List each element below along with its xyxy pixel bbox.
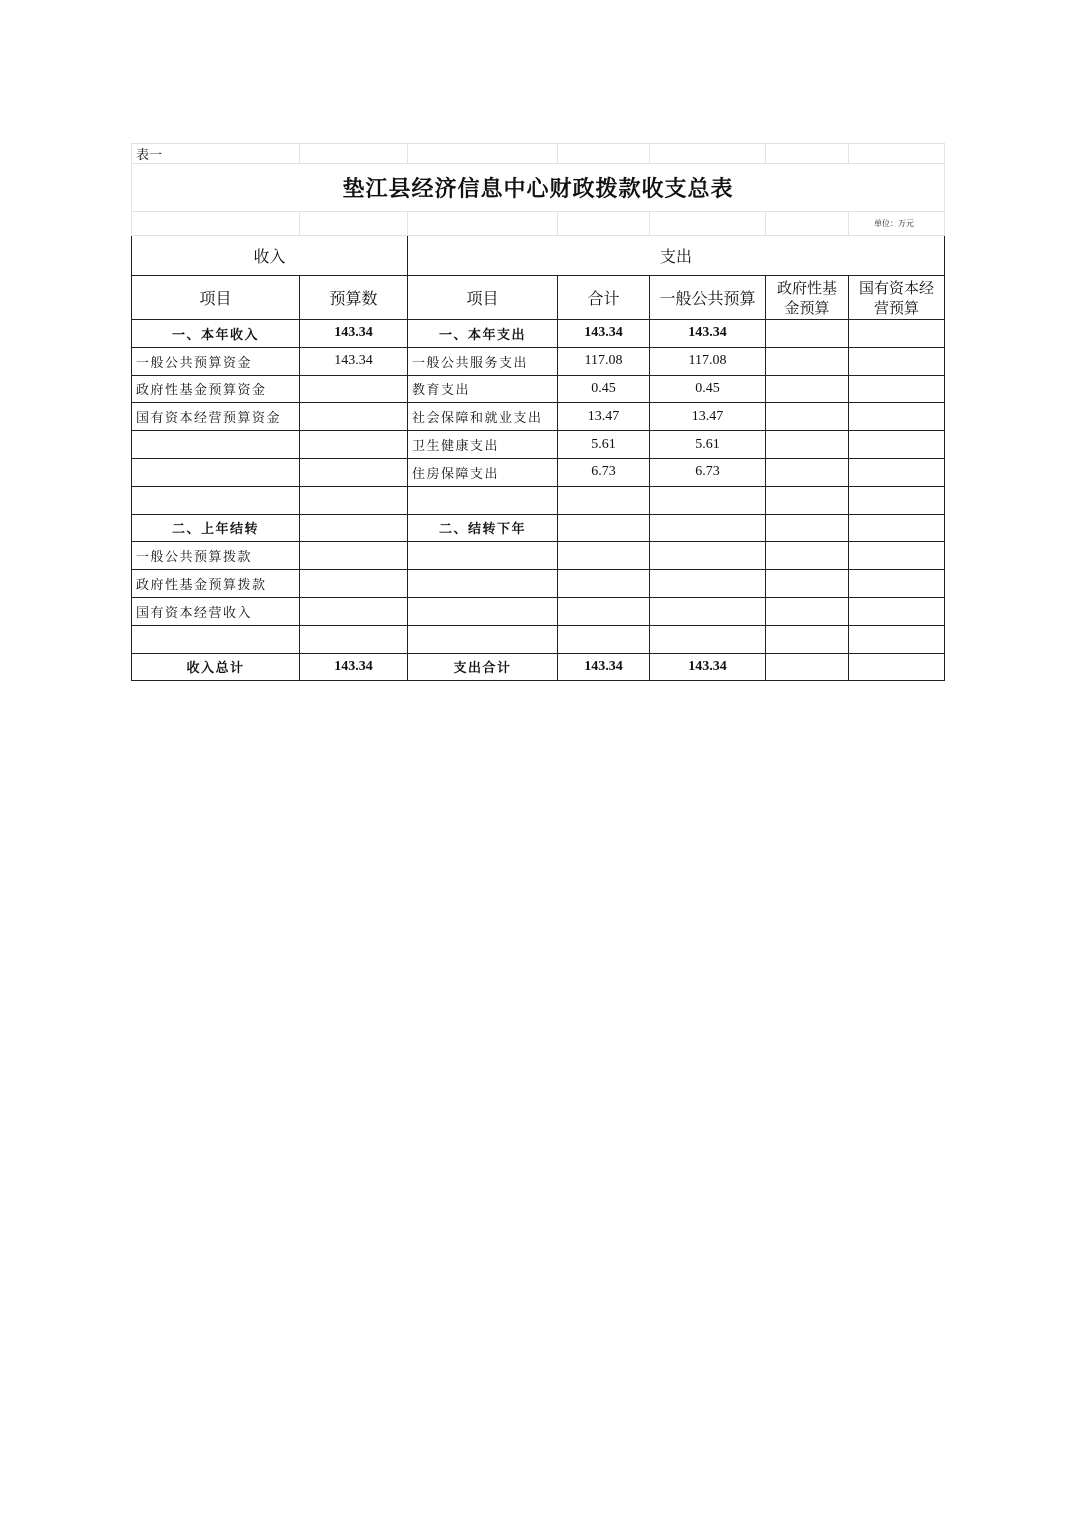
cell-total (558, 542, 650, 570)
cell-general (650, 486, 766, 514)
cell-state-capital (849, 347, 945, 375)
cell-state-capital (849, 625, 945, 653)
cell-gov-fund (766, 375, 849, 403)
cell-expense-item: 一、本年支出 (408, 320, 558, 348)
cell-total: 143.34 (558, 653, 650, 681)
cell-income-amount (300, 597, 408, 625)
cell-general: 13.47 (650, 403, 766, 431)
cell-income-item: 国有资本经营预算资金 (132, 403, 300, 431)
summary-table (131, 143, 945, 681)
cell-expense-item (408, 542, 558, 570)
cell-expense-item (408, 597, 558, 625)
table-row (132, 570, 945, 598)
cell-state-capital (849, 570, 945, 598)
finance-sheet (131, 143, 944, 681)
cell-gov-fund (766, 653, 849, 681)
cell-general: 5.61 (650, 431, 766, 459)
cell-income-amount (300, 375, 408, 403)
cell-expense-item (408, 570, 558, 598)
cell-total: 13.47 (558, 403, 650, 431)
cell-income-item: 政府性基金预算资金 (132, 375, 300, 403)
cell-state-capital (849, 597, 945, 625)
cell-general: 0.45 (650, 375, 766, 403)
income-group-header: 收入 (132, 236, 408, 276)
cell-expense-item: 支出合计 (408, 653, 558, 681)
col-expense-item: 项目 (408, 276, 558, 320)
cell-state-capital (849, 431, 945, 459)
table-row (132, 375, 945, 403)
cell-total (558, 597, 650, 625)
cell-gov-fund (766, 320, 849, 348)
cell-gov-fund (766, 542, 849, 570)
cell-general (650, 542, 766, 570)
cell-general (650, 625, 766, 653)
cell-total: 117.08 (558, 347, 650, 375)
cell-income-item: 一般公共预算资金 (132, 347, 300, 375)
cell-general (650, 570, 766, 598)
cell-general: 143.34 (650, 653, 766, 681)
cell-income-item (132, 625, 300, 653)
cell-gov-fund (766, 458, 849, 486)
cell-expense-item (408, 625, 558, 653)
cell-income-item: 政府性基金预算拨款 (132, 570, 300, 598)
cell-total: 0.45 (558, 375, 650, 403)
cell-state-capital (849, 375, 945, 403)
table-row (132, 542, 945, 570)
table-row (132, 431, 945, 459)
table-row (132, 458, 945, 486)
cell-income-item (132, 431, 300, 459)
cell-total: 143.34 (558, 320, 650, 348)
cell-gov-fund (766, 597, 849, 625)
cell-gov-fund (766, 570, 849, 598)
cell-state-capital (849, 542, 945, 570)
cell-income-amount (300, 486, 408, 514)
cell-gov-fund (766, 403, 849, 431)
col-income-amount: 预算数 (300, 276, 408, 320)
cell-expense-item (408, 486, 558, 514)
cell-income-amount (300, 625, 408, 653)
page-title: 垫江县经济信息中心财政拨款收支总表 (132, 164, 945, 212)
cell-expense-item: 卫生健康支出 (408, 431, 558, 459)
cell-income-amount (300, 570, 408, 598)
cell-state-capital (849, 458, 945, 486)
cell-general (650, 514, 766, 542)
cell-income-item (132, 486, 300, 514)
cell-expense-item: 住房保障支出 (408, 458, 558, 486)
table-row (132, 486, 945, 514)
cell-income-amount (300, 403, 408, 431)
cell-income-item: 一般公共预算拨款 (132, 542, 300, 570)
cell-income-amount: 143.34 (300, 347, 408, 375)
col-state-capital-budget: 国有资本经营预算 (849, 276, 945, 320)
cell-state-capital (849, 653, 945, 681)
cell-total (558, 514, 650, 542)
cell-general: 117.08 (650, 347, 766, 375)
cell-income-item (132, 458, 300, 486)
cell-state-capital (849, 403, 945, 431)
cell-income-item: 国有资本经营收入 (132, 597, 300, 625)
cell-income-amount (300, 514, 408, 542)
table-note: 表一 (132, 144, 300, 164)
cell-gov-fund (766, 486, 849, 514)
cell-total: 6.73 (558, 458, 650, 486)
cell-income-amount (300, 431, 408, 459)
cell-expense-item: 社会保障和就业支出 (408, 403, 558, 431)
cell-state-capital (849, 320, 945, 348)
cell-gov-fund (766, 347, 849, 375)
cell-income-item: 一、本年收入 (132, 320, 300, 348)
cell-income-amount: 143.34 (300, 320, 408, 348)
cell-gov-fund (766, 431, 849, 459)
col-income-item: 项目 (132, 276, 300, 320)
cell-gov-fund (766, 625, 849, 653)
cell-expense-item: 教育支出 (408, 375, 558, 403)
cell-general: 143.34 (650, 320, 766, 348)
cell-gov-fund (766, 514, 849, 542)
cell-state-capital (849, 486, 945, 514)
table-row (132, 653, 945, 681)
cell-income-amount (300, 542, 408, 570)
table-row (132, 347, 945, 375)
cell-income-amount: 143.34 (300, 653, 408, 681)
cell-general (650, 597, 766, 625)
table-row (132, 403, 945, 431)
cell-expense-item: 二、结转下年 (408, 514, 558, 542)
unit-label: 单位：万元 (849, 212, 945, 236)
table-row (132, 625, 945, 653)
col-general-budget: 一般公共预算 (650, 276, 766, 320)
col-gov-fund-budget: 政府性基金预算 (766, 276, 849, 320)
cell-income-item: 二、上年结转 (132, 514, 300, 542)
cell-total (558, 486, 650, 514)
cell-general: 6.73 (650, 458, 766, 486)
cell-total (558, 625, 650, 653)
table-body (132, 320, 945, 681)
expense-group-header: 支出 (408, 236, 945, 276)
table-row (132, 597, 945, 625)
cell-state-capital (849, 514, 945, 542)
cell-expense-item: 一般公共服务支出 (408, 347, 558, 375)
cell-total (558, 570, 650, 598)
table-row (132, 514, 945, 542)
table-row (132, 320, 945, 348)
col-total: 合计 (558, 276, 650, 320)
cell-income-item: 收入总计 (132, 653, 300, 681)
cell-income-amount (300, 458, 408, 486)
cell-total: 5.61 (558, 431, 650, 459)
